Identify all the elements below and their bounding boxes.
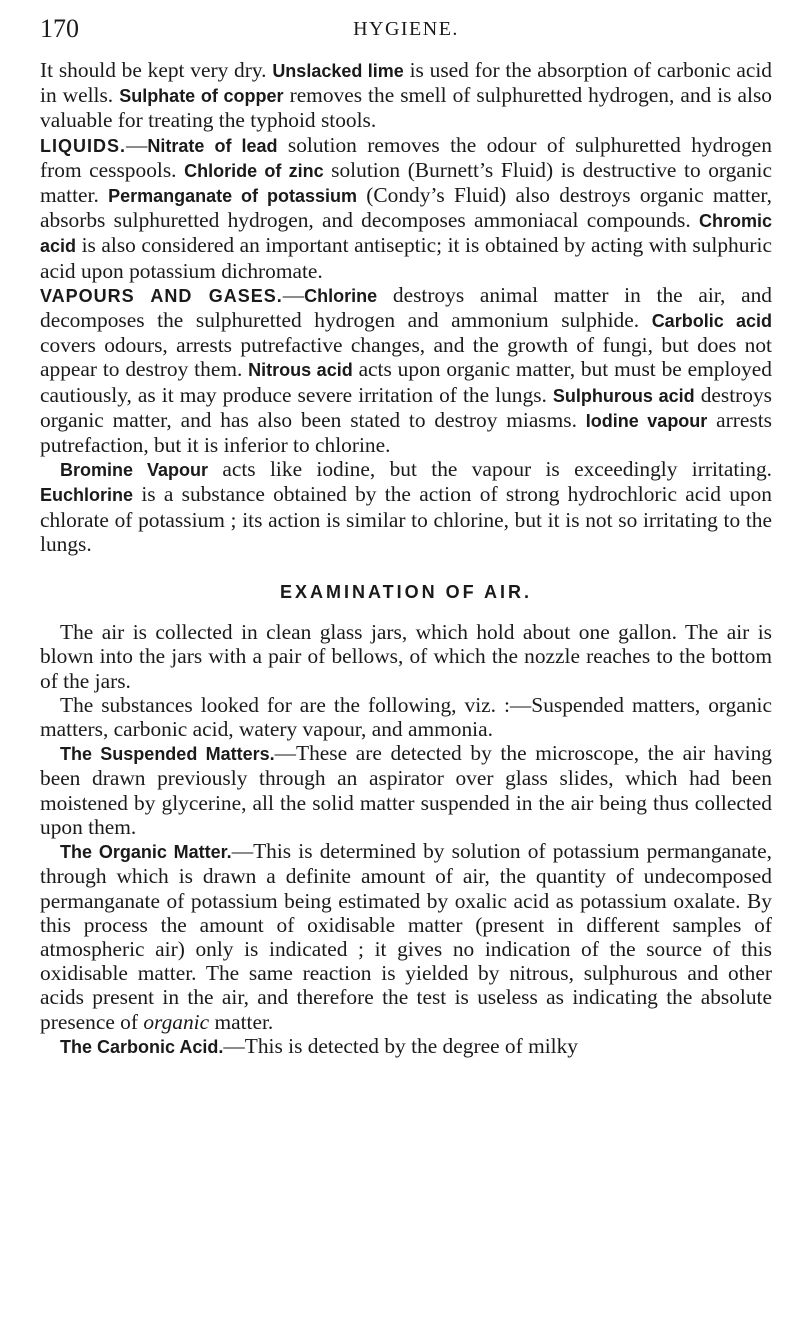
page-number: 170 [40,14,79,43]
section-title: EXAMINATION OF AIR. [280,582,532,603]
paragraph-text: destroys animal matter in the air, and decomposes the sulphuretted hydrogen and ammonium sulphide. [40,282,773,333]
running-head: HYGIENE. [353,18,459,40]
paragraph-substances: The substances looked for are the following, viz. :—Suspended matters, organic matters, carbonic acid, watery vapour, and ammonia. [40,692,772,742]
paragraph-bromine [40,457,772,556]
italic-word: organic [143,1009,210,1034]
term-euchlorine: Euchlorine [40,485,134,506]
term-bromine-vapour: Bromine Vapour [60,460,209,481]
paragraph-text: acts like iodine, but the vapour is exceedingly irritating. [208,457,772,482]
term-carbonic-acid: The Carbonic Acid. [60,1036,224,1057]
term-unslacked-lime: Unslacked lime [272,61,404,81]
paragraph-text: —This is determined by solution of potassium permanganate, through which is drawn a definite amount of air, the quantity of undecomposed permanganate of potassium being estimated by oxalic acid as potassium oxalate. By this process the amount of oxidisable matter (present in different samples of atmospheric air) only is indicated ; it gives no indication of the source of this oxidisable matter. The same reaction is yielded by nitrous, sulphurous and other acids present in the air, and therefore the test is useless as indicating the absolute presence of [40,839,772,1034]
paragraph-text: is a substance obtained by the action of strong hydrochloric acid upon chlorate of potassium ; its action is similar to chlorine, but it is not so irritating to the lungs. [40,482,772,556]
paragraph-carbonic-acid [40,1034,772,1059]
term-nitrous-acid: Nitrous acid [248,360,353,381]
term-chlorine: Chlorine [304,285,378,306]
page-body [40,58,772,1059]
paragraph-text: —This is detected by the degree of milky [223,1033,578,1058]
paragraph-text: (Condy’s Fluid) also destroys organic matter, absorbs sulphuretted hydrogen, and decomposes ammoniacal compounds. [40,183,772,233]
paragraph-text: solution (Burnett’s Fluid) is destructive to organic matter. [40,157,772,208]
term-organic-matter: The Organic Matter. [60,842,232,863]
paragraph-text: acts upon organic matter, but must be employed cautiously, as it may produce severe irritation of the lungs. [40,357,772,407]
paragraph-text: removes the smell of sulphuretted hydrogen, and is also valuable for treating the typhoid stools. [40,83,772,133]
term-carbolic-acid: Carbolic acid [651,311,772,332]
term-chromic-acid: Chromic acid [40,211,772,257]
subheading-vapours-gases: VAPOURS AND GASES. [40,285,283,306]
book-page [40,0,772,1332]
paragraph-collection: The air is collected in clean glass jars, which hold about one gallon. The air is blown into the jars with a pair of bellows, of which the nozzle reaches to the bottom of the jars. [40,620,772,693]
term-sulphate-of-copper: Sulphate of copper [119,86,284,107]
subheading-liquids: LIQUIDS. [40,135,127,156]
term-chloride-of-zinc: Chloride of zinc [184,160,324,181]
paragraph-text: — [126,132,148,157]
paragraph-text: solution removes the odour of sulphuretted hydrogen from cesspools. [40,132,772,182]
paragraph-vapours-gases [40,283,772,457]
term-nitrate-of-lead: Nitrate of lead [147,135,278,156]
term-sulphurous-acid: Sulphurous acid [552,385,695,406]
term-permanganate-of-potassium: Permanganate of potassium [108,186,357,207]
paragraph-text: covers odours, arrests putrefactive changes, and the growth of fungi, but does not appear to destroy them. [40,333,772,382]
term-iodine-vapour: Iodine vapour [585,410,708,431]
paragraph-text: — [282,282,305,307]
paragraph-text: matter. [209,1009,274,1034]
paragraph-dry-disinfectants [40,58,772,133]
paragraph-text: It should be kept very dry. [40,58,273,82]
paragraph-text: destroys organic matter, and has also been stated to destroy miasms. [40,382,772,432]
paragraph-suspended-matters [40,741,772,839]
page-header [40,14,772,54]
term-suspended-matters: The Suspended Matters. [60,744,275,765]
paragraph-text: arrests putrefaction, but it is inferior to chlorine. [40,407,772,458]
paragraph-text: is used for the absorption of carbonic acid in wells. [40,58,773,108]
paragraph-text: —These are detected by the microscope, the air having been drawn previously through an aspirator over glass slides, which had been moistened by glycerine, all the solid matter suspended in the air being thus collected upon them. [40,741,772,839]
paragraph-organic-matter [40,839,772,1034]
paragraph-liquids [40,133,772,283]
paragraph-text: is also considered an important antiseptic; it is obtained by acting with sulphuric acid upon potassium dichromate. [40,233,772,283]
